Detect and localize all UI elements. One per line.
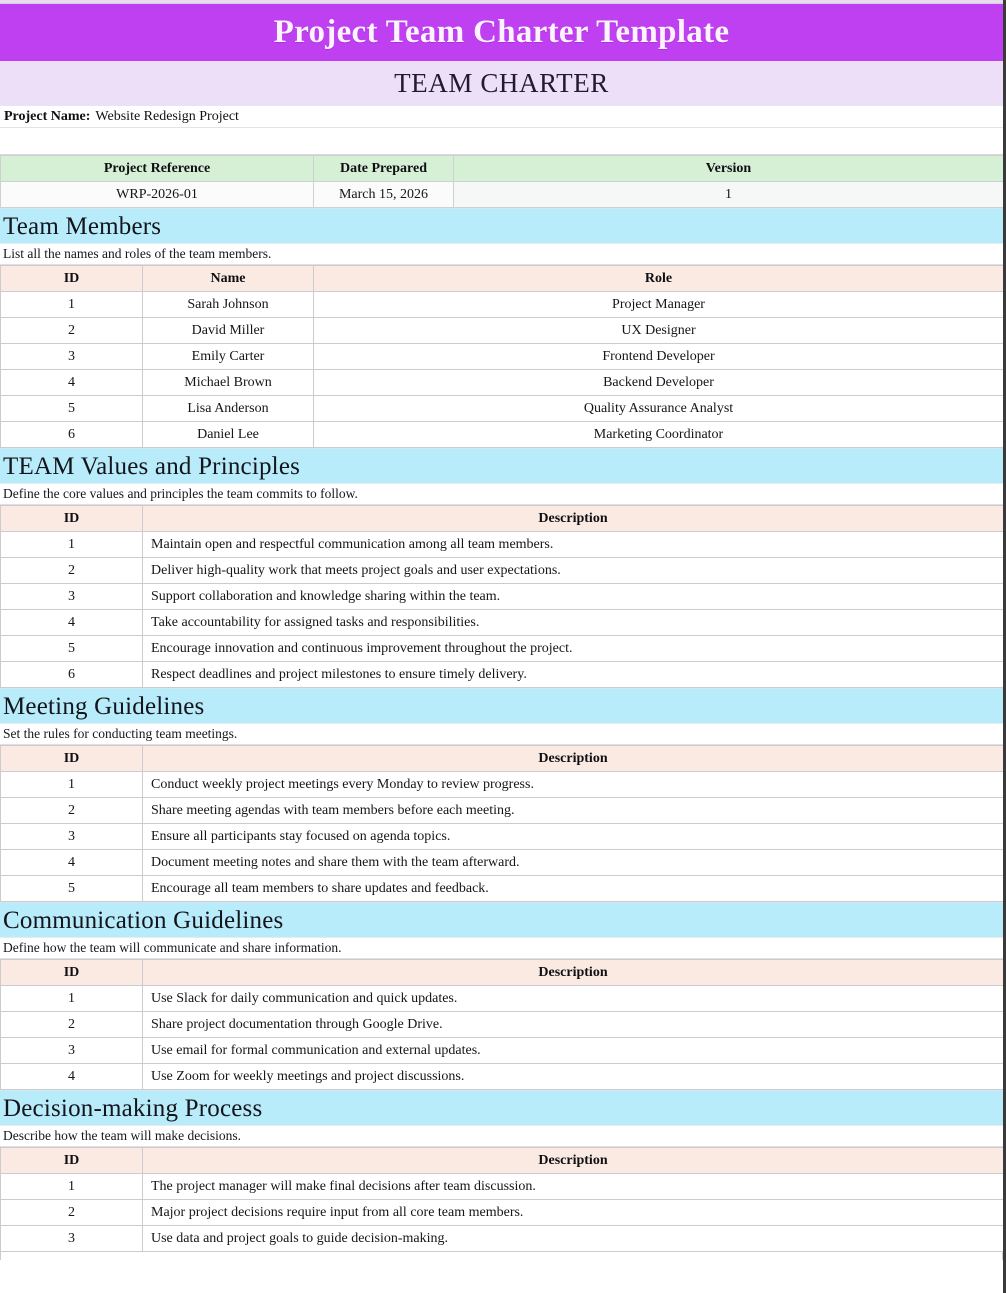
table-row xyxy=(1,610,1004,636)
section-description-communication-guidelines: Define how the team will communicate and share information. xyxy=(0,938,1003,959)
cell-id: 6 xyxy=(1,662,143,688)
column-header-description: Description xyxy=(143,1148,1004,1174)
meta-value-date-prepared[interactable]: March 15, 2026 xyxy=(314,182,454,208)
column-header-id: ID xyxy=(1,266,143,292)
cell-description[interactable]: Encourage all team members to share updates and feedback. xyxy=(143,876,1004,902)
section-title-meeting-guidelines: Meeting Guidelines xyxy=(3,692,205,720)
table-header-row xyxy=(1,746,1004,772)
meta-table-header-row xyxy=(1,156,1004,182)
table-row xyxy=(1,798,1004,824)
cell-name[interactable]: Lisa Anderson xyxy=(143,396,314,422)
cell-name[interactable]: Sarah Johnson xyxy=(143,292,314,318)
column-header-id: ID xyxy=(1,960,143,986)
document-subtitle-bar xyxy=(0,61,1003,106)
cell-id: 1 xyxy=(1,772,143,798)
cell-id: 3 xyxy=(1,1226,143,1252)
column-header-name: Name xyxy=(143,266,314,292)
section-description-team-members: List all the names and roles of the team members. xyxy=(0,244,1003,265)
table-row xyxy=(1,850,1004,876)
cell-name[interactable]: Emily Carter xyxy=(143,344,314,370)
cell-description[interactable]: Take accountability for assigned tasks and responsibilities. xyxy=(143,610,1004,636)
table-header-row xyxy=(1,506,1004,532)
cell-description[interactable]: Support collaboration and knowledge sharing within the team. xyxy=(143,584,1004,610)
column-header-id: ID xyxy=(1,1148,143,1174)
cell-description[interactable]: Use Slack for daily communication and quick updates. xyxy=(143,986,1004,1012)
table-row xyxy=(1,1226,1004,1252)
cell-name[interactable]: Michael Brown xyxy=(143,370,314,396)
document-banner xyxy=(0,4,1003,61)
cell-id: 2 xyxy=(1,798,143,824)
section-band-decision-making xyxy=(0,1090,1003,1126)
meta-header-date-prepared: Date Prepared xyxy=(314,156,454,182)
section-description-meeting-guidelines: Set the rules for conducting team meetings. xyxy=(0,724,1003,745)
cell-id: 3 xyxy=(1,1038,143,1064)
cell-description[interactable]: Ensure all participants stay focused on agenda topics. xyxy=(143,824,1004,850)
cell-id: 2 xyxy=(1,1012,143,1038)
project-name-label: Project Name: xyxy=(4,108,91,124)
table-team-members xyxy=(0,265,1004,448)
meta-value-version[interactable]: 1 xyxy=(454,182,1004,208)
cell-id: 1 xyxy=(1,986,143,1012)
section-band-meeting-guidelines xyxy=(0,688,1003,724)
cell-description[interactable]: Document meeting notes and share them with the team afterward. xyxy=(143,850,1004,876)
section-title-communication-guidelines: Communication Guidelines xyxy=(3,906,284,934)
cell-id: 4 xyxy=(1,610,143,636)
cell-id: 2 xyxy=(1,1200,143,1226)
section-title-decision-making: Decision-making Process xyxy=(3,1094,263,1122)
document-subtitle: TEAM CHARTER xyxy=(394,67,609,98)
table-team-values xyxy=(0,505,1004,688)
cell-role[interactable]: Backend Developer xyxy=(314,370,1004,396)
table-row xyxy=(1,370,1004,396)
table-header-row xyxy=(1,266,1004,292)
cell-description[interactable]: Use email for formal communication and external updates. xyxy=(143,1038,1004,1064)
cell-description[interactable]: Major project decisions require input from all core team members. xyxy=(143,1200,1004,1226)
meta-header-version: Version xyxy=(454,156,1004,182)
table-row xyxy=(1,986,1004,1012)
table-row xyxy=(1,396,1004,422)
column-header-description: Description xyxy=(143,506,1004,532)
table-row xyxy=(1,292,1004,318)
section-description-team-values: Define the core values and principles the team commits to follow. xyxy=(0,484,1003,505)
column-header-id: ID xyxy=(1,506,143,532)
cell-id: 2 xyxy=(1,318,143,344)
column-header-description: Description xyxy=(143,960,1004,986)
cell-description[interactable]: Use Zoom for weekly meetings and project discussions. xyxy=(143,1064,1004,1090)
cell-role[interactable]: Quality Assurance Analyst xyxy=(314,396,1004,422)
cell-id: 4 xyxy=(1,370,143,396)
cell-id: 5 xyxy=(1,876,143,902)
cell-name[interactable]: David Miller xyxy=(143,318,314,344)
cell-role[interactable]: Project Manager xyxy=(314,292,1004,318)
cell-description[interactable]: Use data and project goals to guide decision-making. xyxy=(143,1226,1004,1252)
table-row xyxy=(1,824,1004,850)
section-band-team-values xyxy=(0,448,1003,484)
cell-role[interactable]: Frontend Developer xyxy=(314,344,1004,370)
table-communication-guidelines xyxy=(0,959,1004,1090)
meta-table-value-row xyxy=(1,182,1004,208)
section-title-team-values: TEAM Values and Principles xyxy=(3,452,301,480)
cell-description[interactable]: Maintain open and respectful communication among all team members. xyxy=(143,532,1004,558)
cell-role[interactable]: UX Designer xyxy=(314,318,1004,344)
cell-id: 3 xyxy=(1,584,143,610)
cell-description[interactable]: The project manager will make final decisions after team discussion. xyxy=(143,1174,1004,1200)
table-row xyxy=(1,558,1004,584)
table-meeting-guidelines xyxy=(0,745,1004,902)
table-row xyxy=(1,1174,1004,1200)
column-header-role: Role xyxy=(314,266,1004,292)
cell-description[interactable]: Deliver high-quality work that meets project goals and user expectations. xyxy=(143,558,1004,584)
cell-name[interactable]: Daniel Lee xyxy=(143,422,314,448)
cell-id: 3 xyxy=(1,824,143,850)
cell-id: 2 xyxy=(1,558,143,584)
cell-description[interactable]: Conduct weekly project meetings every Monday to review progress. xyxy=(143,772,1004,798)
table-row xyxy=(1,636,1004,662)
cell-description[interactable]: Encourage innovation and continuous improvement throughout the project. xyxy=(143,636,1004,662)
cell-role[interactable]: Marketing Coordinator xyxy=(314,422,1004,448)
table-row xyxy=(1,772,1004,798)
table-row xyxy=(1,662,1004,688)
cell-description[interactable]: Share project documentation through Google Drive. xyxy=(143,1012,1004,1038)
table-row xyxy=(1,532,1004,558)
table-decision-making xyxy=(0,1147,1004,1252)
cell-description[interactable]: Respect deadlines and project milestones to ensure timely delivery. xyxy=(143,662,1004,688)
cell-id: 1 xyxy=(1,292,143,318)
section-title-team-members: Team Members xyxy=(3,212,162,240)
table-row xyxy=(1,876,1004,902)
meta-header-project-reference: Project Reference xyxy=(1,156,314,182)
table-row xyxy=(1,1200,1004,1226)
spacer-row xyxy=(0,128,1003,155)
cell-id: 4 xyxy=(1,1064,143,1090)
cell-id: 5 xyxy=(1,636,143,662)
page-bottom-cutoff-row xyxy=(0,1252,1003,1260)
cell-id: 4 xyxy=(1,850,143,876)
table-row xyxy=(1,344,1004,370)
table-row xyxy=(1,422,1004,448)
table-row xyxy=(1,584,1004,610)
document-title: Project Team Charter Template xyxy=(273,14,730,50)
cell-id: 3 xyxy=(1,344,143,370)
cell-id: 1 xyxy=(1,1174,143,1200)
column-header-id: ID xyxy=(1,746,143,772)
section-band-team-members xyxy=(0,208,1003,244)
meta-value-project-reference[interactable]: WRP-2026-01 xyxy=(1,182,314,208)
section-band-communication-guidelines xyxy=(0,902,1003,938)
meta-table xyxy=(0,155,1004,208)
cell-id: 1 xyxy=(1,532,143,558)
table-row xyxy=(1,318,1004,344)
section-description-decision-making: Describe how the team will make decisions. xyxy=(0,1126,1003,1147)
table-row xyxy=(1,1012,1004,1038)
cell-id: 5 xyxy=(1,396,143,422)
cell-id: 6 xyxy=(1,422,143,448)
table-row xyxy=(1,1038,1004,1064)
table-header-row xyxy=(1,960,1004,986)
column-header-description: Description xyxy=(143,746,1004,772)
project-name-value[interactable]: Website Redesign Project xyxy=(95,108,239,124)
table-header-row xyxy=(1,1148,1004,1174)
project-name-row xyxy=(0,106,1003,128)
table-row xyxy=(1,1064,1004,1090)
cell-description[interactable]: Share meeting agendas with team members before each meeting. xyxy=(143,798,1004,824)
